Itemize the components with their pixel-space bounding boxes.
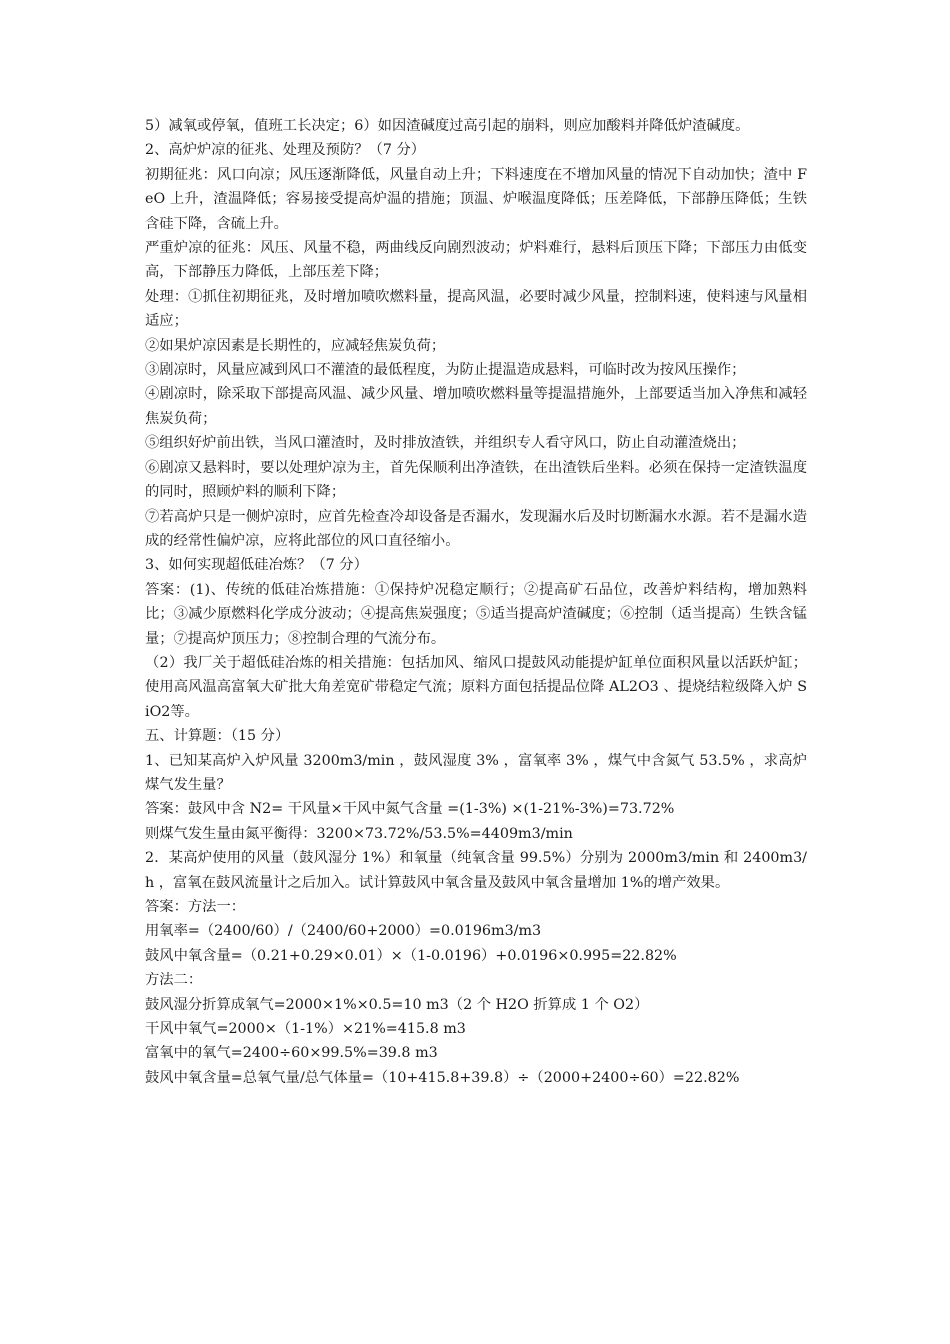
calc-answer-2-dry-air-oxygen: 干风中氧气=2000×（1-1%）×21%=415.8 m3 (145, 1021, 466, 1038)
section-5-heading: 五、计算题：（15 分） (145, 728, 290, 745)
answer-3-part-2: （2）我厂关于超低硅冶炼的相关措施：包括加风、缩风口提鼓风动能提炉缸单位面积风量以活跃炉缸；使用高风温高富氧大矿批大角差宽矿带稳定气流；原料方面包括提品位降 AL2O3 、提烧结粒级降入炉 SiO2等。 (145, 654, 807, 720)
treatment-step-7: ⑦若高炉只是一侧炉凉时，应首先检查冷却设备是否漏水，发现漏水后及时切断漏水水源。若不是漏水造成的经常性偏炉凉，应将此部位的风口直径缩小。 (145, 508, 807, 549)
treatment-step-6: ⑥剧凉又悬料时，要以处理炉凉为主，首先保顺利出净渣铁，在出渣铁后坐料。必须在保持一定渣铁温度的同时，照顾炉料的顺利下降； (145, 459, 807, 501)
calc-answer-2-oxygen-rate: 用氧率=（2400/60）/（2400/60+2000）=0.0196m3/m3 (145, 923, 542, 940)
treatment-step-3: ③剧凉时，风量应减到风口不灌渣的最低程度，为防止提温造成悬料，可临时改为按风压操作； (145, 362, 746, 379)
calc-answer-2-humidity-oxygen: 鼓风湿分折算成氧气=2000×1%×0.5=10 m3（2 个 H2O 折算成 1 个 O2） (145, 996, 649, 1013)
treatment-step-5: ⑤组织好炉前出铁，当风口灌渣时，及时排放渣铁，并组织专人看守风口，防止自动灌渣烧出； (145, 435, 746, 452)
calc-answer-1-line-1: 答案：鼓风中含 N2= 干风量×干风中氮气含量 =(1-3%) ×(1-21%-3%)=73.72% (145, 801, 675, 818)
answer-3-part-1: 答案：(1)、传统的低硅冶炼措施：①保持炉况稳定顺行；②提高矿石品位，改善炉料结构，增加熟料比；③减少原燃料化学成分波动；④提高焦炭强度；⑤适当提高炉渣碱度；⑥控制（适当提高）生铁含锰量；⑦提高炉顶压力；⑧控制合理的气流分布。 (145, 581, 807, 647)
calc-answer-2-enriched-oxygen: 富氧中的氧气=2400÷60×99.5%=39.8 m3 (145, 1045, 438, 1062)
treatment-step-2: ②如果炉凉因素是长期性的，应减轻焦炭负荷； (145, 337, 446, 354)
calc-question-1: 1、已知某高炉入炉风量 3200m3/min ，鼓风湿度 3% ，富氧率 3% ，煤气中含氮气 53.5% ，求高炉煤气发生量？ (145, 752, 807, 793)
paragraph-slag-basicity-note: 5）减氧或停氧，值班工长决定；6）如因渣碱度过高引起的崩料，则应加酸料并降低炉渣碱度。 (145, 118, 750, 134)
calc-answer-2-method-1-label: 答案：方法一： (145, 899, 246, 915)
calc-answer-2-method-2-label: 方法二： (145, 972, 203, 989)
calc-answer-2-oxygen-content-1: 鼓风中氧含量=（0.21+0.29×0.01）×（1-0.0196）+0.0196×0.995=22.82% (145, 947, 677, 964)
early-signs-paragraph: 初期征兆：风口向凉；风压逐渐降低，风量自动上升；下料速度在不增加风量的情况下自动加快；渣中 FeO 上升，渣温降低；容易接受提高炉温的措施；顶温、炉喉温度降低；压差降低，下部静压降低；生铁含硅下降，含硫上升。 (145, 166, 807, 232)
calc-answer-1-line-2: 则煤气发生量由氮平衡得：3200×73.72%/53.5%=4409m3/min (145, 825, 573, 842)
question-2-heading: 2、高炉炉凉的征兆、处理及预防？（7 分） (145, 142, 426, 159)
calc-question-2: 2．某高炉使用的风量（鼓风湿分 1%）和氧量（纯氧含量 99.5%）分别为 2000m3/min 和 2400m3/h ，富氧在鼓风流量计之后加入。试计算鼓风中氧含量及鼓风中氧含量增加 1%的增产效果。 (145, 850, 807, 891)
severe-signs-paragraph: 严重炉凉的征兆：风压、风量不稳，两曲线反向剧烈波动；炉料难行，悬料后顶压下降；下部压力由低变高，下部静压力降低，上部压差下降； (145, 240, 807, 281)
question-3-heading: 3、如何实现超低硅冶炼？（7 分） (145, 557, 368, 574)
document-body (145, 114, 807, 1090)
treatment-step-1: 处理：①抓住初期征兆，及时增加喷吹燃料量，提高风温，必要时减少风量，控制料速，使料速与风量相适应； (145, 288, 807, 330)
calc-answer-2-oxygen-content-2: 鼓风中氧含量=总氧气量/总气体量=（10+415.8+39.8）÷（2000+2400÷60）=22.82% (145, 1069, 740, 1086)
treatment-step-4: ④剧凉时，除采取下部提高风温、减少风量、增加喷吹燃料量等提温措施外，上部要适当加入净焦和减轻焦炭负荷； (145, 386, 807, 427)
